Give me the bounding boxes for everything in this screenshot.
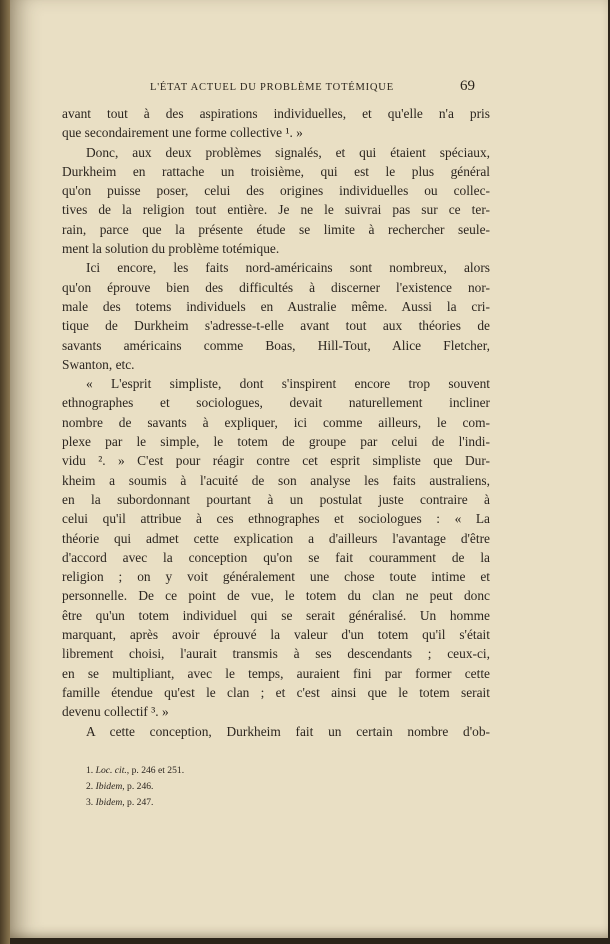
text-line: rain, parce que la présente étude se limite à rechercher seule-: [62, 221, 490, 237]
footnote-1: [86, 763, 386, 779]
text-line: Swanton, etc.: [62, 356, 135, 372]
footnote-number: 1.: [86, 765, 94, 776]
footnote-pages: , p. 246 et 251.: [126, 765, 185, 776]
text-line: devenu collectif ³. »: [62, 704, 169, 720]
book-page: [10, 0, 608, 938]
text-line: librement choisi, l'aurait transmis à ses descendants ; ceux-ci,: [62, 646, 490, 662]
text-line: avant tout à des aspirations individuelles, et qu'elle n'a pris: [62, 106, 490, 121]
text-line: être qu'un totem individuel qui se serait généralisé. Un homme: [62, 607, 490, 623]
text-line: male des totems individuels en Australie même. Aussi la cri-: [62, 298, 490, 314]
text-line: ment la solution du problème totémique.: [62, 241, 280, 257]
footnote-2: [86, 779, 386, 795]
text-line: kheim a soumis à l'acuité de son analyse les faits australiens,: [62, 472, 490, 488]
text-line: Donc, aux deux problèmes signalés, et qui étaient spéciaux,: [86, 144, 490, 160]
text-line: qu'on puisse poser, celui des origines individuelles ou collec-: [62, 183, 490, 199]
footnote-number: 2.: [86, 781, 94, 792]
footnotes: [86, 763, 386, 811]
text-line: tives de la religion tout entière. Je ne le suivrai pas sur ce ter-: [62, 202, 490, 218]
text-line: A cette conception, Durkheim fait un certain nombre d'ob-: [86, 723, 490, 739]
text-line: plexe par le simple, le totem de groupe par celui de l'indi-: [62, 434, 490, 450]
text-line: savants américains comme Boas, Hill-Tout, Alice Fletcher,: [62, 337, 490, 353]
page-header: [10, 78, 608, 100]
footnote-reference: Ibidem: [95, 797, 123, 808]
text-line: tique de Durkheim s'adresse-t-elle avant tout aux théories de: [62, 318, 490, 334]
page-number: 69: [460, 78, 475, 94]
footnote-3: [86, 795, 386, 811]
text-line: celui qu'il attribue à ces ethnographes et sociologues : « La: [62, 511, 490, 527]
text-line: qu'on éprouve bien des difficultés à discerner l'existence nor-: [62, 279, 490, 295]
text-line: famille étendue qu'est le clan ; et c'est ainsi que le totem serait: [62, 684, 490, 700]
text-line: religion ; on y voit généralement une chose toute intime et: [62, 569, 490, 585]
text-line: en la subordonnant pourtant à un postulat juste contraire à: [62, 491, 490, 507]
footnote-reference: Ibidem: [95, 781, 123, 792]
text-line: marquant, après avoir éprouvé la valeur d'un totem qu'il s'était: [62, 627, 490, 643]
text-line: théorie qui admet cette explication a d'ailleurs l'avantage d'être: [62, 530, 490, 546]
footnote-pages: , p. 247.: [122, 797, 154, 808]
text-line: Durkheim en rattache un troisième, qui est le plus général: [62, 163, 490, 179]
text-line: personnelle. De ce point de vue, le totem du clan ne peut donc: [62, 588, 490, 604]
text-line: Ici encore, les faits nord-américains sont nombreux, alors: [86, 260, 490, 276]
text-line: « L'esprit simpliste, dont s'inspirent encore trop souvent: [86, 376, 490, 392]
text-line: d'accord avec la conception qu'on se fait couramment de la: [62, 549, 490, 565]
text-line: nombre de savants à expliquer, ici comme ailleurs, le com-: [62, 414, 490, 430]
text-line: en se multipliant, avec le temps, auraient fini par former cette: [62, 665, 490, 681]
book-spine: [0, 0, 10, 944]
text-line: vidu ². » C'est pour réagir contre cet esprit simpliste que Dur-: [62, 453, 490, 469]
footnote-reference: Loc. cit.: [95, 765, 127, 776]
footnote-number: 3.: [86, 797, 94, 808]
body-text: [62, 104, 490, 741]
text-line: ethnographes et sociologues, devait naturellement incliner: [62, 395, 490, 411]
footnote-pages: , p. 246.: [122, 781, 154, 792]
running-title: L'ÉTAT ACTUEL DU PROBLÈME TOTÉMIQUE: [150, 82, 394, 93]
text-line: que secondairement une forme collective ¹. »: [62, 125, 303, 141]
